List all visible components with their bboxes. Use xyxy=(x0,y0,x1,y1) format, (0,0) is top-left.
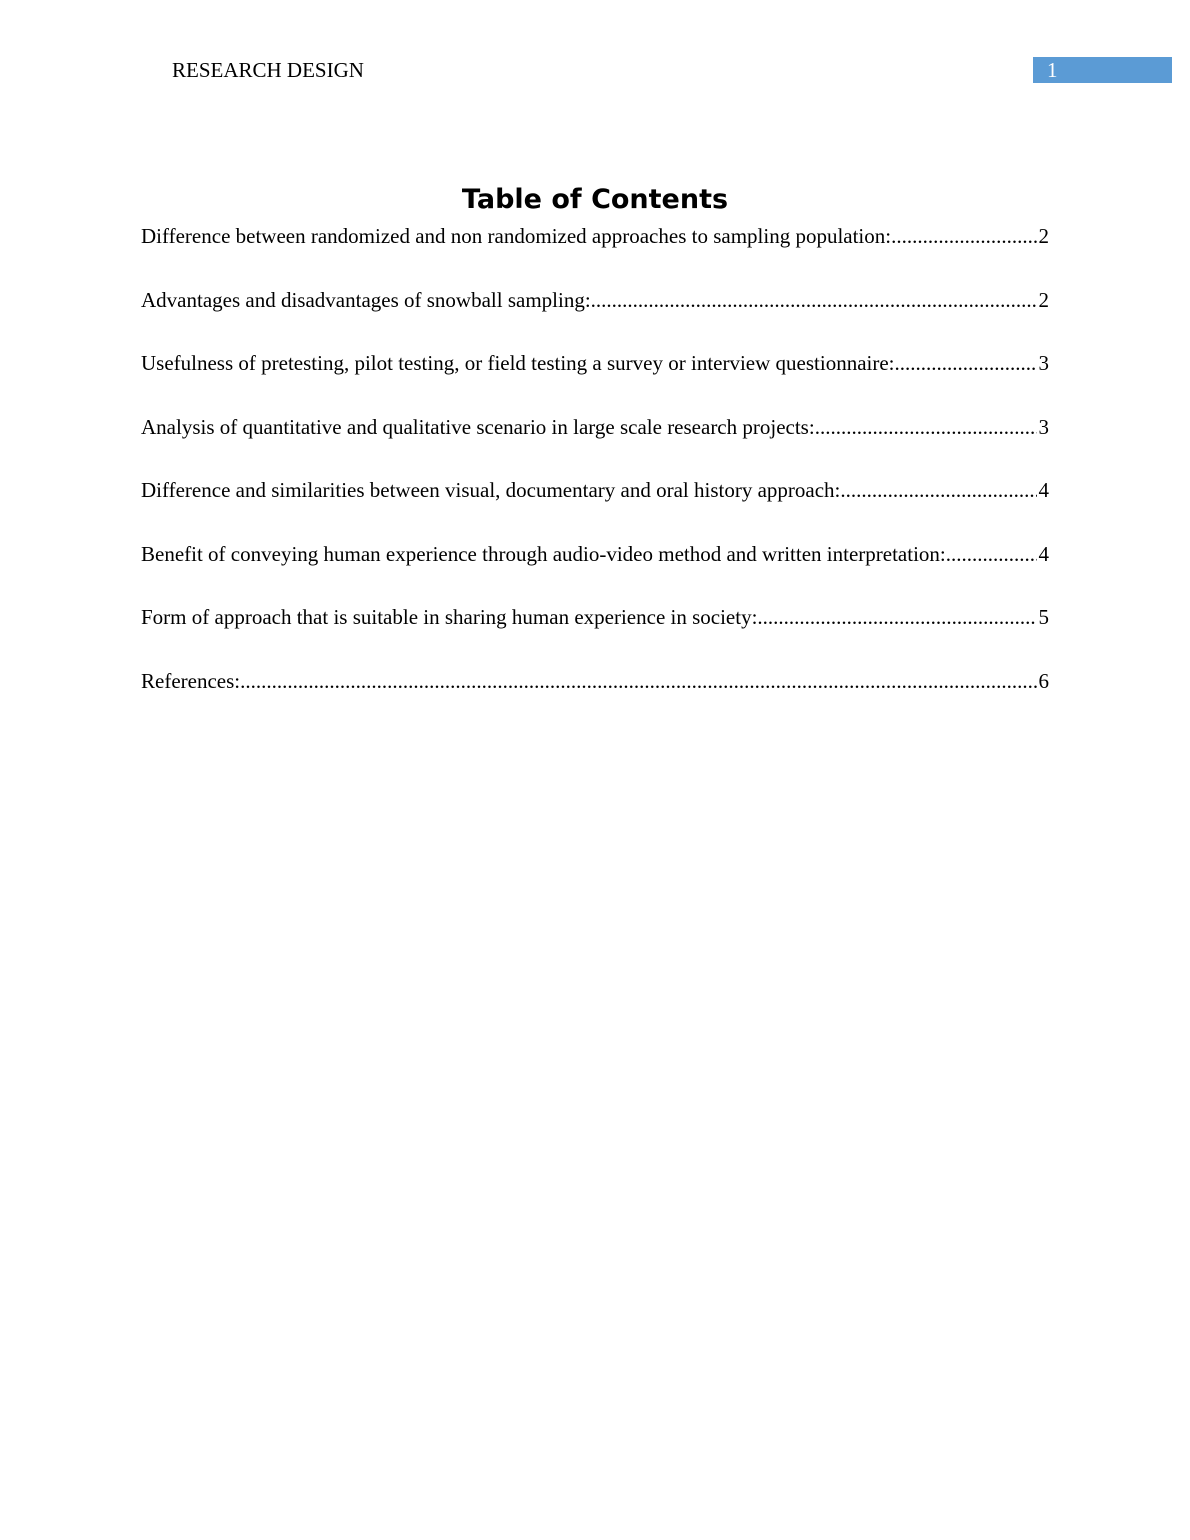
toc-entry[interactable] xyxy=(141,415,1049,479)
toc-entry[interactable] xyxy=(141,605,1049,669)
toc-entry[interactable] xyxy=(141,542,1049,606)
toc-entry-text[interactable]: Advantages and disadvantages of snowball sampling: xyxy=(141,287,591,312)
toc-entry-page[interactable]: 4 xyxy=(1038,541,1049,566)
toc-heading: Table of Contents xyxy=(461,184,729,215)
table-of-contents xyxy=(141,224,1049,732)
toc-entry-page[interactable]: 3 xyxy=(1038,351,1049,375)
toc-entry[interactable] xyxy=(141,351,1049,415)
toc-entry-text[interactable]: Usefulness of pretesting, pilot testing, or field testing a survey or interview questionnaire: xyxy=(141,351,895,375)
toc-entry[interactable] xyxy=(141,478,1049,542)
toc-entry-page[interactable]: 5 xyxy=(1038,605,1049,629)
dot-leader xyxy=(895,351,1037,376)
toc-entry-page[interactable]: 3 xyxy=(1038,414,1049,439)
dot-leader xyxy=(891,224,1036,249)
dot-leader xyxy=(757,605,1036,630)
toc-entry-page[interactable]: 6 xyxy=(1038,668,1049,693)
toc-entry-text[interactable]: Benefit of conveying human experience through audio-video method and written interpretation: xyxy=(141,541,946,566)
running-header-title: RESEARCH DESIGN xyxy=(172,58,364,82)
toc-entry-text[interactable]: Analysis of quantitative and qualitative scenario in large scale research projects: xyxy=(141,414,815,439)
toc-entry-text[interactable]: Difference between randomized and non randomized approaches to sampling population: xyxy=(141,224,892,248)
page-number-badge: 1 xyxy=(1033,57,1172,83)
toc-entry-text[interactable]: References: xyxy=(141,668,241,693)
dot-leader xyxy=(840,478,1036,503)
dot-leader xyxy=(815,415,1037,440)
dot-leader xyxy=(240,669,1036,694)
toc-entry[interactable] xyxy=(141,669,1049,733)
toc-entry-page[interactable]: 2 xyxy=(1038,224,1049,248)
toc-entry[interactable] xyxy=(141,288,1049,352)
toc-entry-text[interactable]: Difference and similarities between visual, documentary and oral history approach: xyxy=(141,478,841,502)
dot-leader xyxy=(591,288,1037,313)
toc-entry-page[interactable]: 2 xyxy=(1038,287,1049,312)
dot-leader xyxy=(946,542,1037,567)
toc-entry-text[interactable]: Form of approach that is suitable in sharing human experience in society: xyxy=(141,605,758,629)
toc-entry[interactable] xyxy=(141,224,1049,288)
toc-entry-page[interactable]: 4 xyxy=(1038,478,1049,502)
